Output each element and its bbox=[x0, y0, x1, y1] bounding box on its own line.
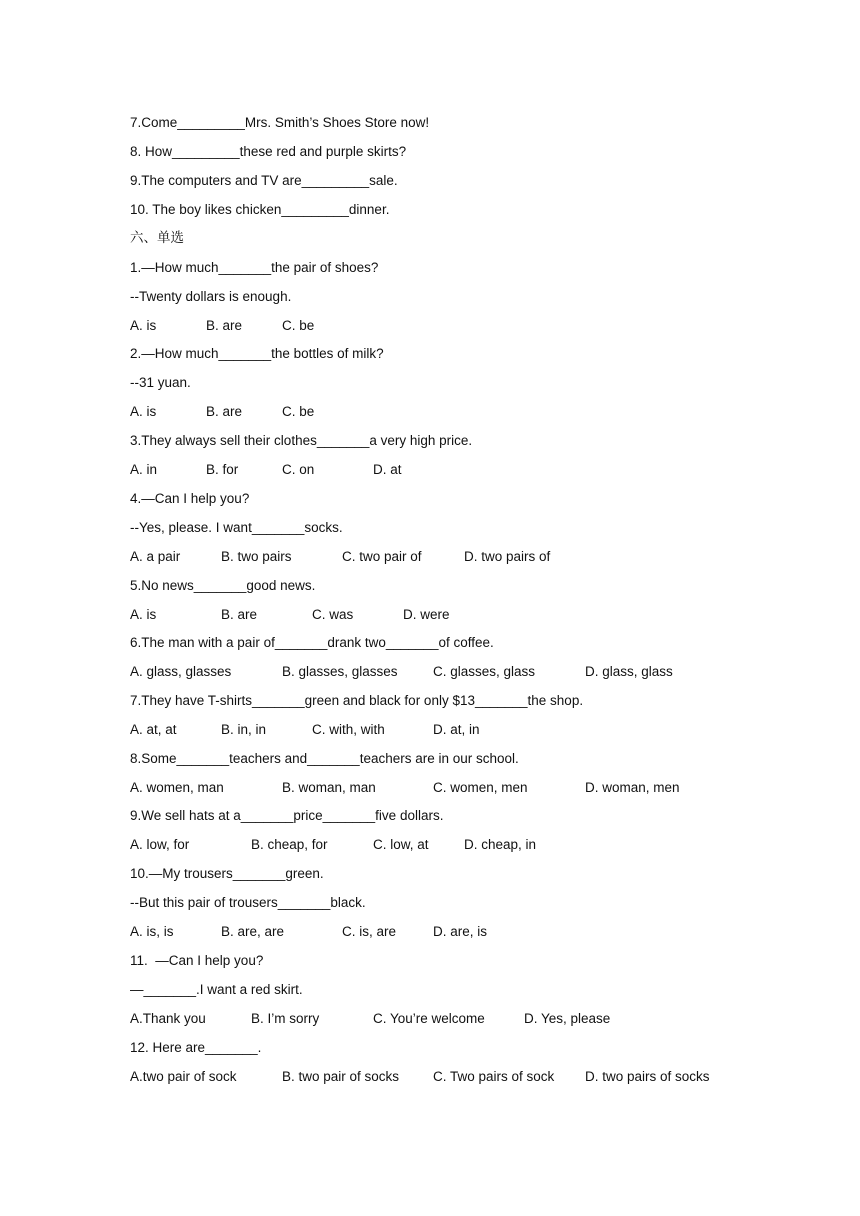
question-9-option-b: B. cheap, for bbox=[251, 837, 328, 852]
question-10-answer: --But this pair of trousers_______black. bbox=[130, 895, 366, 910]
question-12-option-a: A.two pair of sock bbox=[130, 1069, 237, 1084]
fill-blank-7: 7.Come_________Mrs. Smith’s Shoes Store now! bbox=[130, 115, 430, 130]
question-2-stem: 2.—How much_______the bottles of milk? bbox=[130, 346, 384, 361]
question-4-option-d: D. two pairs of bbox=[464, 549, 551, 564]
question-10-option-c: C. is, are bbox=[342, 924, 397, 939]
question-1-stem: 1.—How much_______the pair of shoes? bbox=[130, 260, 379, 275]
question-2-option-c: C. be bbox=[282, 404, 315, 419]
question-9-option-c: C. low, at bbox=[373, 837, 429, 852]
question-12-option-d: D. two pairs of socks bbox=[585, 1069, 710, 1084]
question-5-stem: 5.No news_______good news. bbox=[130, 578, 316, 593]
question-1-option-a: A. is bbox=[130, 318, 157, 333]
question-11-option-b: B. I’m sorry bbox=[251, 1011, 320, 1026]
question-6-option-c: C. glasses, glass bbox=[433, 664, 536, 679]
question-8-stem: 8.Some_______teachers and_______teachers are in our school. bbox=[130, 751, 519, 766]
question-4-option-c: C. two pair of bbox=[342, 549, 422, 564]
question-7-option-a: A. at, at bbox=[130, 722, 177, 737]
question-6-stem: 6.The man with a pair of_______drank two_______of coffee. bbox=[130, 635, 494, 650]
question-7-stem: 7.They have T-shirts_______green and black for only $13_______the shop. bbox=[130, 693, 584, 708]
question-8-option-b: B. woman, man bbox=[282, 780, 376, 795]
question-10-option-d: D. are, is bbox=[433, 924, 488, 939]
question-11-stem: 11. —Can I help you? bbox=[130, 953, 264, 968]
question-8-option-d: D. woman, men bbox=[585, 780, 680, 795]
question-9-stem: 9.We sell hats at a_______price_______five dollars. bbox=[130, 808, 444, 823]
question-1-option-c: C. be bbox=[282, 318, 315, 333]
question-9-option-a: A. low, for bbox=[130, 837, 190, 852]
question-3-stem: 3.They always sell their clothes_______a very high price. bbox=[130, 433, 473, 448]
question-11-option-d: D. Yes, please bbox=[524, 1011, 611, 1026]
question-6-option-d: D. glass, glass bbox=[585, 664, 673, 679]
question-4-answer: --Yes, please. I want_______socks. bbox=[130, 520, 343, 535]
question-10-option-a: A. is, is bbox=[130, 924, 174, 939]
question-2-answer: --31 yuan. bbox=[130, 375, 191, 390]
question-11-answer: —_______.I want a red skirt. bbox=[130, 982, 303, 997]
question-12-option-c: C. Two pairs of sock bbox=[433, 1069, 555, 1084]
question-1-option-b: B. are bbox=[206, 318, 243, 333]
question-4-stem: 4.—Can I help you? bbox=[130, 491, 250, 506]
fill-blank-10: 10. The boy likes chicken_________dinner. bbox=[130, 202, 390, 217]
question-3-option-d: D. at bbox=[373, 462, 402, 477]
question-12-option-b: B. two pair of socks bbox=[282, 1069, 400, 1084]
fill-blank-9: 9.The computers and TV are_________sale. bbox=[130, 173, 398, 188]
question-9-option-d: D. cheap, in bbox=[464, 837, 537, 852]
fill-blank-8: 8. How_________these red and purple skirts? bbox=[130, 144, 407, 159]
question-8-option-c: C. women, men bbox=[433, 780, 528, 795]
question-6-option-a: A. glass, glasses bbox=[130, 664, 232, 679]
question-12-stem: 12. Here are_______. bbox=[130, 1040, 262, 1055]
question-6-option-b: B. glasses, glasses bbox=[282, 664, 398, 679]
question-5-option-a: A. is bbox=[130, 607, 157, 622]
question-7-option-c: C. with, with bbox=[312, 722, 385, 737]
question-3-option-a: A. in bbox=[130, 462, 158, 477]
question-2-option-a: A. is bbox=[130, 404, 157, 419]
question-3-option-b: B. for bbox=[206, 462, 239, 477]
question-4-option-b: B. two pairs bbox=[221, 549, 292, 564]
section-heading: 六、单选 bbox=[130, 230, 184, 246]
question-11-option-c: C. You’re welcome bbox=[373, 1011, 485, 1026]
question-7-option-b: B. in, in bbox=[221, 722, 267, 737]
question-10-option-b: B. are, are bbox=[221, 924, 285, 939]
question-1-answer: --Twenty dollars is enough. bbox=[130, 289, 292, 304]
question-8-option-a: A. women, man bbox=[130, 780, 224, 795]
question-4-option-a: A. a pair bbox=[130, 549, 181, 564]
question-5-option-c: C. was bbox=[312, 607, 354, 622]
question-2-option-b: B. are bbox=[206, 404, 243, 419]
question-7-option-d: D. at, in bbox=[433, 722, 480, 737]
question-5-option-d: D. were bbox=[403, 607, 450, 622]
question-3-option-c: C. on bbox=[282, 462, 315, 477]
question-10-stem: 10.—My trousers_______green. bbox=[130, 866, 324, 881]
question-5-option-b: B. are bbox=[221, 607, 258, 622]
question-11-option-a: A.Thank you bbox=[130, 1011, 206, 1026]
